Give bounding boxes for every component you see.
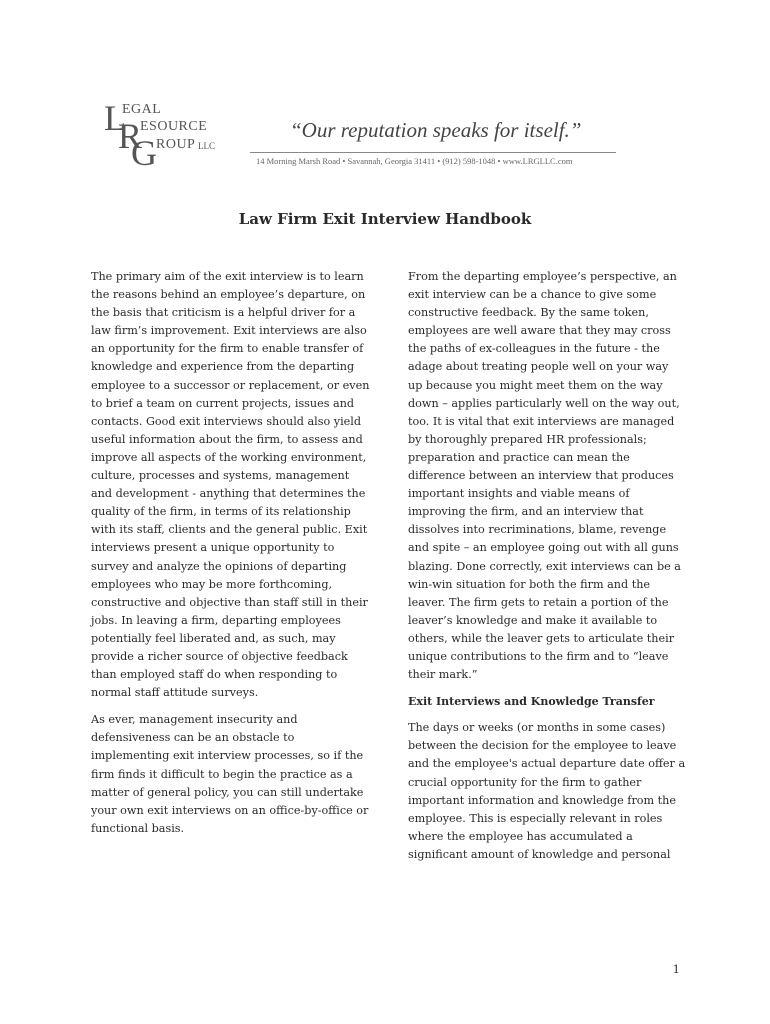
left-paragraph-1: The primary aim of the exit interview is to learn the reasons behind an employee’s departure, on the basis that criticism is a helpful driver for a law firm’s improvement. Exit interviews are also an opportunity for the firm to enable transfer of knowledge and experience from the departing employee to a successor or replacement, or even to brief a team on current projects, issues and contacts. Good exit interviews should also yield useful information about the firm, to assess and improve all aspects of the working environment, culture, processes and systems, management and development - anything that determines the quality of the firm, in terms of its relationship with its staff, clients and the general public. Exit interviews present a unique opportunity to survey and analyze the opinions of departing employees who may be more forthcoming, constructive and objective than staff still in their jobs. In leaving a firm, departing employees potentially feel liberated and, as such, may provide a richer source of objective feedback than employed staff do when responding to normal staff attitude surveys. <box>91 270 370 700</box>
letterhead <box>0 0 770 180</box>
document-title: Law Firm Exit Interview Handbook <box>238 210 532 228</box>
company-motto: “Our reputation speaks for itself.” <box>290 118 582 142</box>
left-paragraph-2: As ever, management insecurity and defensiveness can be an obstacle to implementing exit interview processes, so if the firm finds it difficult to begin the practice as a matter of general policy, you can still undertake your own exit interviews on an office-by-office or functional basis. <box>91 713 369 835</box>
right-column <box>408 268 686 873</box>
left-column <box>91 268 373 847</box>
letterhead-divider <box>250 152 616 153</box>
company-logo: L EGAL R ESOURCE G ROUP LLC <box>104 98 215 173</box>
company-address: 14 Morning Marsh Road • Savannah, Georgia 31411 • (912) 598-1048 • www.LRGLLC.com <box>256 156 573 166</box>
page-number: 1 <box>672 962 680 976</box>
right-paragraph-2: The days or weeks (or months in some cases) between the decision for the employee to leave and the employee's actual departure date offer a crucial opportunity for the firm to gather important information and knowledge from the employee. This is especially relevant in roles where the employee has accumulated a significant amount of knowledge and personal <box>408 721 686 861</box>
section-heading-knowledge-transfer: Exit Interviews and Knowledge Transfer <box>408 695 655 709</box>
right-paragraph-1: From the departing employee’s perspective, an exit interview can be a chance to give some constructive feedback. By the same token, employees are well aware that they may cross the paths of ex-colleagues in the future - the adage about treating people well on your way up because you might meet them on the way down – applies particularly well on the way out, too. It is vital that exit interviews are managed by thoroughly prepared HR professionals; preparation and practice can mean the difference between an interview that produces important insights and viable means of improving the firm, and an interview that dissolves into recriminations, blame, revenge and spite – an employee going out with all guns blazing. Done correctly, exit interviews can be a win-win situation for both the firm and the leaver. The firm gets to retain a portion of the leaver’s knowledge and make it available to others, while the leaver gets to articulate their unique contributions to the firm and to “leave their mark.” <box>408 270 681 682</box>
